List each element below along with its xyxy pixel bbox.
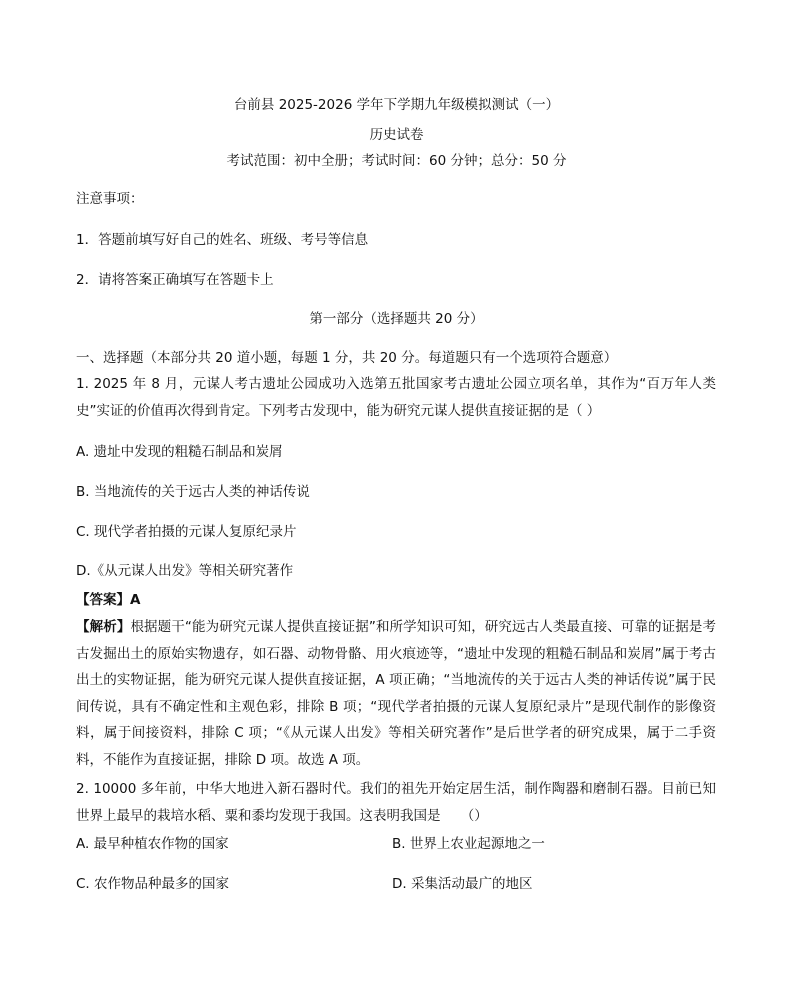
exam-title: 台前县 2025-2026 学年下学期九年级模拟测试（一） xyxy=(233,97,560,113)
notes-heading: 注意事项： xyxy=(76,191,144,207)
q2-option-c: C. 农作物品种最多的国家 xyxy=(76,876,230,892)
q1-option-b: B. 当地流传的关于远古人类的神话传说 xyxy=(76,484,310,500)
q1-option-c: C. 现代学者拍摄的元谋人复原纪录片 xyxy=(76,524,297,540)
q2-option-d: D. 采集活动最广的地区 xyxy=(392,876,533,892)
part1-instructions: 一、选择题（本部分共 20 道小题，每题 1 分，共 20 分。每道题只有一个选项符合题意） xyxy=(76,350,618,366)
q2-option-a: A. 最早种植农作物的国家 xyxy=(76,836,229,852)
note-item-2: 2．请将答案正确填写在答题卡上 xyxy=(76,272,274,288)
q1-option-a: A. 遗址中发现的粗糙石制品和炭屑 xyxy=(76,444,283,460)
q2-option-b: B. 世界上农业起源地之一 xyxy=(392,836,545,852)
q1-stem: 1. 2025 年 8 月，元谋人考古遗址公园成功入选第五批国家考古遗址公园立项名单，其作为“百万年人类史”实证的价值再次得到肯定。下列考古发现中，能为研究元谋人提供直接证据的是（ ） xyxy=(76,376,716,419)
q1-analysis xyxy=(76,614,716,773)
q1-answer: 【答案】A xyxy=(76,592,141,608)
note-item-1: 1．答题前填写好自己的姓名、班级、考号等信息 xyxy=(76,232,369,248)
q1-option-d: D.《从元谋人出发》等相关研究著作 xyxy=(76,563,294,579)
exam-info: 考试范围：初中全册；考试时间：60 分钟；总分：50 分 xyxy=(226,153,567,169)
q1-analysis-text: 根据题干“能为研究元谋人提供直接证据”和所学知识可知，研究远古人类最直接、可靠的证据是考古发掘出土的原始实物遗存，如石器、动物骨骼、用火痕迹等，“遗址中发现的粗糙石制品和炭屑”属于考古出土的实物证据，能为研究元谋人提供直接证据，A 项正确；“当地流传的关于远古人类的神话传说”属于民间传说，具有不确定性和主观色彩，排除 B 项；“现代学者拍摄的元谋人复原纪录片”是现代制作的影像资料，属于间接资料，排除 C 项；“《从元谋人出发》等相关研究著作”是后世学者的研究成果，属于二手资料，不能作为直接证据，排除 D 项。故选 A 项。 xyxy=(76,619,716,768)
q1-analysis-label: 【解析】 xyxy=(76,619,131,635)
part1-title: 第一部分（选择题共 20 分） xyxy=(309,311,484,327)
q2-stem: 2. 10000 多年前，中华大地进入新石器时代。我们的祖先开始定居生活，制作陶器和磨制石器。目前已知世界上最早的栽培水稻、粟和黍均发现于我国。这表明我国是 （） xyxy=(76,781,716,824)
exam-subject: 历史试卷 xyxy=(369,127,424,143)
